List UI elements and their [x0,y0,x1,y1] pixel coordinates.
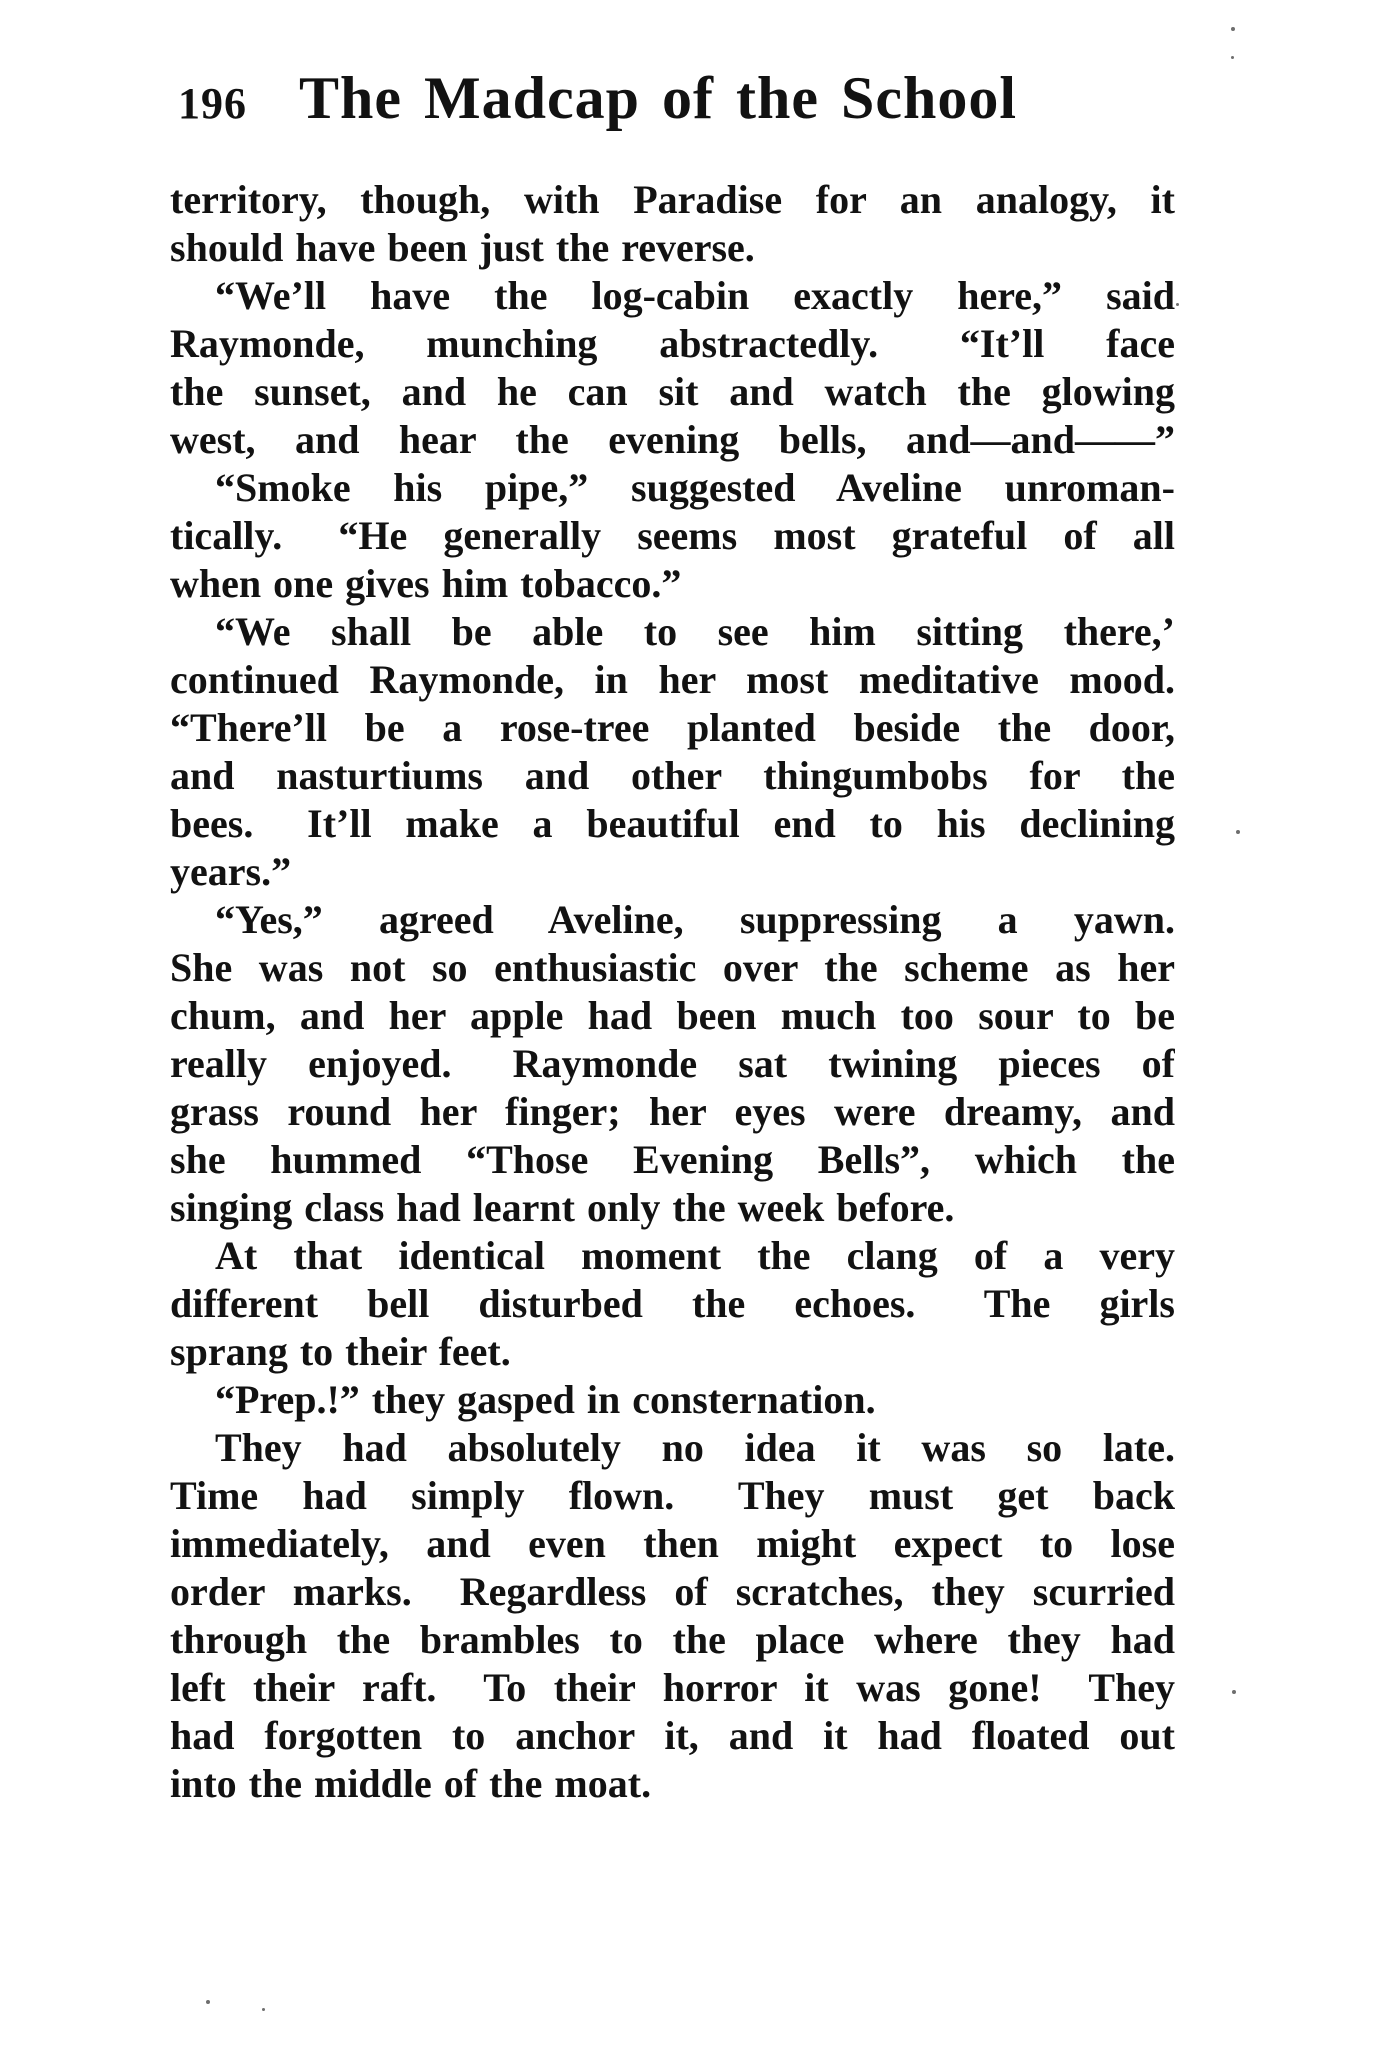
scan-speck [1231,56,1234,59]
text-line: through the brambles to the place where they had [170,1617,1175,1662]
text-line: she hummed “Those Evening Bells”, which the [170,1137,1175,1182]
text-line: chum, and her apple had been much too sour to be [170,993,1175,1038]
text-line: had forgotten to anchor it, and it had floated out [170,1713,1175,1758]
text-line: immediately, and even then might expect to lose [170,1521,1175,1566]
scan-speck [1232,1690,1236,1694]
text-line: should have been just the reverse. [170,225,755,270]
text-line: into the middle of the moat. [170,1761,652,1806]
text-line: “Smoke his pipe,” suggested Aveline unroman- [215,465,1175,510]
scan-speck [1176,303,1179,306]
text-line: territory, though, with Paradise for an analogy, it [170,177,1175,222]
text-line: bees. It’ll make a beautiful end to his declining [170,801,1175,846]
text-line: really enjoyed. Raymonde sat twining pieces of [170,1041,1175,1086]
text-line: “We shall be able to see him sitting there,’ [215,609,1175,654]
page-number: 196 [178,79,247,128]
text-line: “Yes,” agreed Aveline, suppressing a yawn. [215,897,1175,942]
scan-speck [1236,830,1240,834]
scan-speck [1231,27,1235,31]
text-line: They had absolutely no idea it was so late. [215,1425,1175,1470]
text-line: She was not so enthusiastic over the scheme as her [170,945,1175,990]
text-line: left their raft. To their horror it was gone! They [170,1665,1175,1710]
text-line: “There’ll be a rose-tree planted beside the door, [170,705,1175,750]
text-line: “Prep.!” they gasped in consternation. [215,1377,876,1422]
text-line: different bell disturbed the echoes. The girls [170,1281,1175,1326]
text-line: years.” [170,849,292,894]
running-header [178,64,1017,133]
scan-speck [262,2008,265,2011]
text-line: sprang to their feet. [170,1329,511,1374]
text-line: west, and hear the evening bells, and—and——” [170,417,1175,462]
text-line: continued Raymonde, in her most meditative mood. [170,657,1175,702]
body-text [170,176,1175,1808]
text-line: Time had simply flown. They must get back [170,1473,1175,1518]
text-line: Raymonde, munching abstractedly. “It’ll face [170,321,1175,366]
text-line: when one gives him tobacco.” [170,561,682,606]
text-line: singing class had learnt only the week before. [170,1185,955,1230]
text-line: and nasturtiums and other thingumbobs for the [170,753,1175,798]
text-line: tically. “He generally seems most grateful of all [170,513,1175,558]
scan-speck [206,2000,210,2004]
text-line: grass round her finger; her eyes were dreamy, and [170,1089,1175,1134]
text-line: the sunset, and he can sit and watch the glowing [170,369,1175,414]
text-line: At that identical moment the clang of a very [215,1233,1175,1278]
page-title: The Madcap of the School [299,65,1018,131]
text-line: “We’ll have the log-cabin exactly here,” said [215,273,1175,318]
text-line: order marks. Regardless of scratches, they scurried [170,1569,1175,1614]
